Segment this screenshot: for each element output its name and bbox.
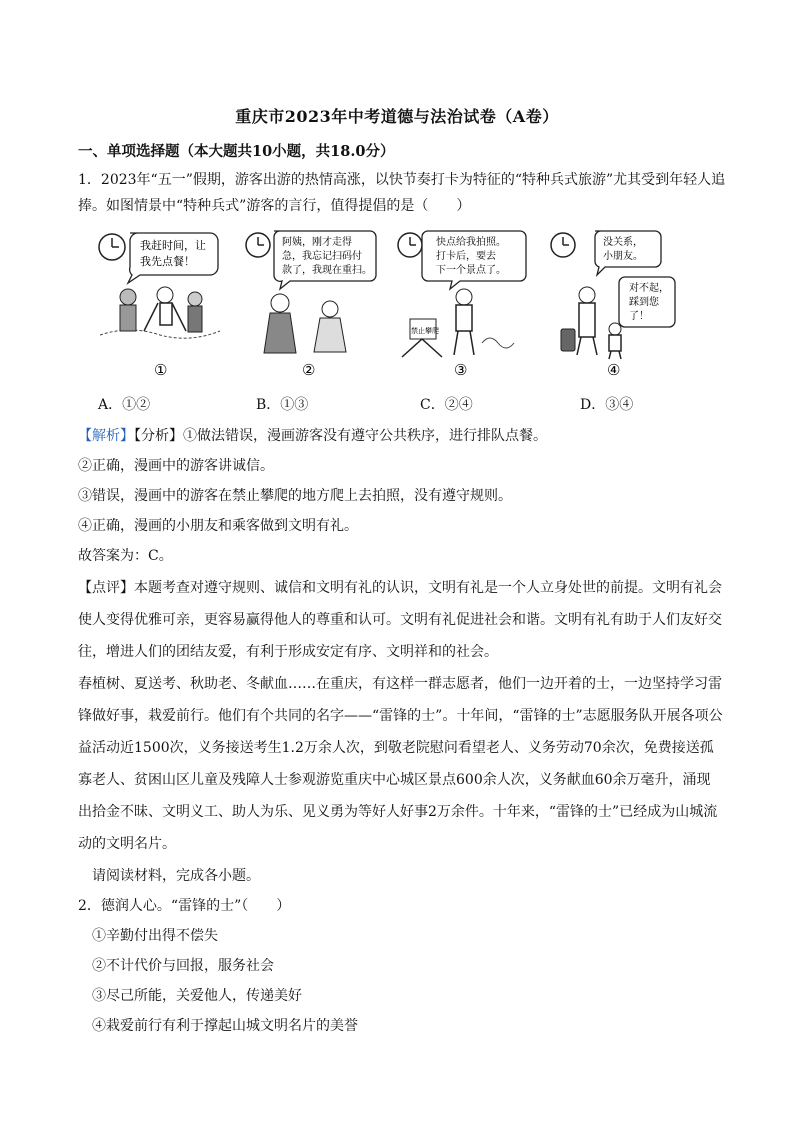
comic-panel-2 bbox=[240, 225, 380, 380]
q2-item-2: ②不计代价与回报，服务社会 bbox=[92, 958, 274, 974]
q2-item-1: ①辛勤付出得不偿失 bbox=[92, 928, 218, 944]
q2-item-4: ④栽爱前行有利于撑起山城文明名片的美誉 bbox=[92, 1018, 358, 1034]
option-d[interactable]: D．③④ bbox=[580, 397, 634, 413]
bubble-3-line1: 快点给我拍照。 bbox=[436, 237, 506, 248]
analysis-line-4: ④正确，漫画的小朋友和乘客做到文明有礼。 bbox=[78, 518, 358, 534]
bubble-4b-line2: 踩到您 bbox=[629, 297, 659, 308]
material-line-3: 益活动近1500次，义务接送考生1.2万余人次，到敬老院慰问看望老人、义务劳动70余次，免费接送孤 bbox=[78, 740, 714, 756]
bubble-1-line1: 我赶时间，让 bbox=[140, 239, 206, 252]
analysis-tag: 【解析】 bbox=[78, 428, 134, 444]
section-heading: 一、单项选择题（本大题共10小题，共18.0分） bbox=[78, 143, 395, 160]
panel-2-label: ② bbox=[302, 361, 316, 379]
bubble-2-line2: 急，我忘记扫码付 bbox=[282, 251, 362, 262]
bubble-4b-line3: 了！ bbox=[629, 311, 649, 322]
bubble-3-line2: 打卡后，要去 bbox=[436, 251, 496, 262]
comment-line-1: 【点评】本题考查对遵守规则、诚信和文明有礼的认识，文明有礼是一个人立身处世的前提。文明有礼会 bbox=[78, 580, 722, 596]
q1-options bbox=[98, 394, 718, 414]
option-a[interactable]: A．①② bbox=[98, 397, 151, 413]
comic-panel-4-illustration bbox=[545, 225, 685, 380]
analysis-line-1 bbox=[78, 426, 698, 446]
comic-panel-1-illustration bbox=[90, 225, 230, 380]
material-line-1: 春植树、夏送考、秋助老、冬献血……在重庆，有这样一群志愿者，他们一边开着的士，一边坚持学习雷 bbox=[78, 676, 722, 692]
q1-stem-line1: 1．2023年“五一”假期，游客出游的热情高涨，以快节奏打卡为特征的“特种兵式旅游”尤其受到年轻人追 bbox=[78, 172, 726, 188]
panel-1-label: ① bbox=[154, 361, 168, 379]
option-b[interactable]: B．①③ bbox=[256, 397, 309, 413]
bubble-1-line2: 我先点餐！ bbox=[140, 255, 195, 268]
instruction-text: 请阅读材料，完成各小题。 bbox=[92, 868, 260, 884]
material-line-4: 寡老人、贫困山区儿童及残障人士参观游览重庆中心城区景点600余人次，义务献血60余万毫升，涌现 bbox=[78, 772, 711, 788]
page-title: 重庆市2023年中考道德与法治试卷（A卷） bbox=[235, 107, 559, 126]
material-line-2: 锋做好事，栽爱前行。他们有个共同的名字——“雷锋的士”。十年间，“雷锋的士”志愿服务队开展各项公 bbox=[78, 708, 723, 724]
panel-3-label: ③ bbox=[454, 361, 468, 379]
comment-line-3: 往，增进人们的团结友爱，有利于形成安定有序、文明祥和的社会。 bbox=[78, 644, 498, 660]
no-climbing-sign: 禁止攀爬 bbox=[411, 327, 439, 335]
comic-panel-4 bbox=[545, 225, 685, 380]
comic-panel-3-illustration bbox=[392, 225, 532, 380]
answer-line: 故答案为：C。 bbox=[78, 548, 173, 564]
material-line-6: 动的文明名片。 bbox=[78, 836, 176, 852]
bubble-4b-line1: 对不起， bbox=[629, 283, 669, 294]
bubble-2-line3: 款了，我现在重扫。 bbox=[282, 265, 372, 276]
comment-line-2: 使人变得优雅可亲，更容易赢得他人的尊重和认可。文明有礼促进社会和谐。文明有礼有助于人们友好交 bbox=[78, 612, 722, 628]
comic-strip bbox=[90, 225, 690, 385]
material-line-5: 出拾金不昧、文明义工、助人为乐、见义勇为等好人好事2万余件。十年来，“雷锋的士”已经成为山城流 bbox=[78, 804, 718, 820]
analysis-line-3: ③错误，漫画中的游客在禁止攀爬的地方爬上去拍照，没有遵守规则。 bbox=[78, 488, 512, 504]
option-c[interactable]: C．②④ bbox=[420, 397, 473, 413]
comic-panel-2-illustration bbox=[240, 225, 380, 380]
bubble-4a-line1: 没关系， bbox=[603, 237, 643, 248]
q2-item-3: ③尽己所能，关爱他人，传递美好 bbox=[92, 988, 302, 1004]
comic-panel-3 bbox=[392, 225, 532, 380]
bubble-2-line1: 阿姨，刚才走得 bbox=[282, 237, 352, 248]
bubble-4a-line2: 小朋友。 bbox=[603, 251, 643, 262]
analysis-text: 【分析】①做法错误，漫画游客没有遵守公共秩序，进行排队点餐。 bbox=[134, 428, 547, 444]
panel-4-label: ④ bbox=[607, 361, 621, 379]
q1-stem-line2: 捧。如图情景中“特种兵式”游客的言行，值得提倡的是（ ） bbox=[78, 198, 471, 214]
comic-panel-1 bbox=[90, 225, 230, 380]
analysis-line-2: ②正确，漫画中的游客讲诚信。 bbox=[78, 458, 274, 474]
q2-stem: 2．德润人心。“雷锋的士”（ ） bbox=[78, 898, 291, 914]
bubble-3-line3: 下一个景点了。 bbox=[436, 265, 506, 276]
